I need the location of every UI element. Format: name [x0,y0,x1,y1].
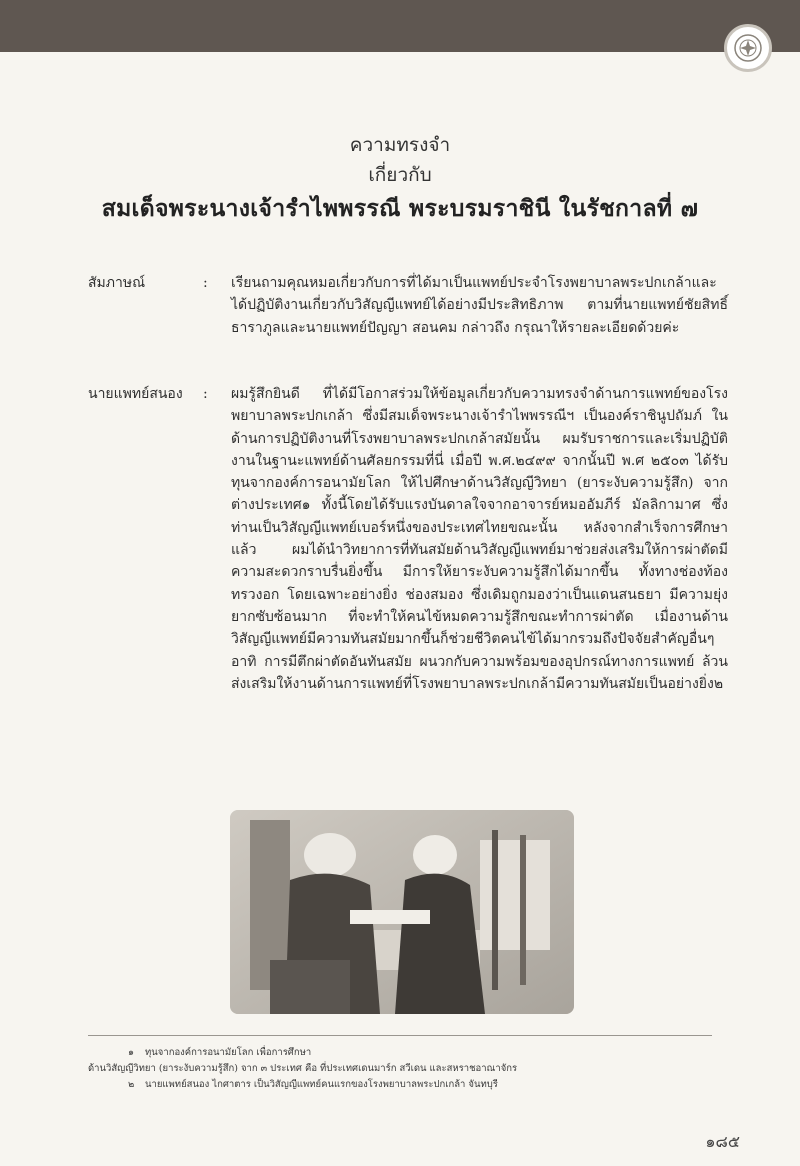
footnote-divider [88,1035,712,1036]
footnotes [88,1045,712,1093]
page-title-block [0,130,800,228]
footnote-2-line-1: นายแพทย์สนอง ไกศาตาร เป็นวิสัญญีแพทย์คนแรกของโรงพยาบาลพระปกเกล้า จันทบุรี [145,1079,498,1090]
emblem-seal-icon [724,24,772,72]
speaker-colon: : [203,275,208,291]
answer-text [231,383,728,695]
footnote-2 [88,1077,712,1093]
footnote-1-mark: ๑ [128,1047,135,1058]
title-line-1: ความทรงจำ [349,134,451,156]
footnote-1-line-2: ด้านวิสัญญีวิทยา (ยาระงับความรู้สึก) จาก ๓ ประเทศ คือ ที่ประเทศเดนมาร์ก สวีเดน และสหราชอาณาจักร [88,1063,518,1074]
interview-question [88,272,728,339]
interview-answer [88,383,728,695]
surgery-photo [230,810,574,1014]
question-text [231,272,728,339]
speaker-label: สัมภาษณ์ [88,275,146,291]
question-paragraph: เรียนถามคุณหมอเกี่ยวกับการที่ได้มาเป็นแพทย์ประจำโรงพยาบาลพระปกเกล้าและได้ปฏิบัติงานเกี่ยวกับวิสัญญีแพทย์ได้อย่างมีประสิทธิภาพ ตามที่นายแพทย์ชัยสิทธิ์ ธาราภูลและนายแพทย์ปัญญา สอนคม กล่าวถึง กรุณาให้รายละเอียดด้วยค่ะ [231,275,728,336]
speaker-colon: : [203,386,208,402]
top-banner [0,0,800,52]
speaker-label: นายแพทย์สนอง [88,386,183,402]
page-number: ๑๘๕ [705,1132,740,1151]
footnote-1-line-1: ทุนจากองค์การอนามัยโลก เพื่อการศึกษา [145,1047,312,1058]
answer-paragraph: ผมรู้สึกยินดี ที่ได้มีโอกาสร่วมให้ข้อมูลเกี่ยวกับความทรงจำด้านการแพทย์ของโรงพยาบาลพระปกเกล้า ซึ่งมีสมเด็จพระนางเจ้ารำไพพรรณีฯ เป็นองค์ราชินูปถัมภ์ ในด้านการปฏิบัติงานที่โรงพยาบาลพระปกเกล้าสมัยนั้น ผมรับราชการและเริ่มปฏิบัติงานในฐานะแพทย์ด้านศัลยกรรมที่นี่ เมื่อปี พ.ศ.๒๔๙๙ จากนั้นปี พ.ศ ๒๕๐๓ ได้รับทุนจากองค์การอนามัยโลก ให้ไปศึกษาด้านวิสัญญีวิทยา (ยาระงับความรู้สึก) จากต่างประเทศ๑ ทั้งนี้โดยได้รับแรงบันดาลใจจากอาจารย์หมออัมภีร์ มัลลิกามาศ ซึ่งท่านเป็นวิสัญญีแพทย์เบอร์หนึ่งของประเทศไทยขณะนั้น หลังจากสำเร็จการศึกษาแล้ว ผมได้นำวิทยาการที่ทันสมัยด้านวิสัญญีแพทย์มาช่วยส่งเสริมให้การผ่าตัดมีความสะดวกราบรื่นยิ่งขึ้น มีการให้ยาระงับความรู้สึกได้มากขึ้น ทั้งทางช่องท้อง ทรวงอก โดยเฉพาะอย่างยิ่ง ช่องสมอง ซึ่งเดิมถูกมองว่าเป็นแดนสนธยา มีความยุ่งยากซับซ้อนมาก ที่จะทำให้คนไข้หมดความรู้สึกขณะทำการผ่าตัด เมื่องานด้านวิสัญญีแพทย์มีความทันสมัยมากขึ้นก็ช่วยชีวิตคนไข้ได้มากรวมถึงปัจจัยสำคัญอื่นๆ อาทิ การมีตึกผ่าตัดอันทันสมัย ผนวกกับความพร้อมของอุปกรณ์ทางการแพทย์ ล้วนส่งเสริมให้งานด้านการแพทย์ที่โรงพยาบาลพระปกเกล้ามีความทันสมัยเป็นอย่างยิ่ง๒ [231,386,728,692]
title-line-2: เกี่ยวกับ [368,164,432,186]
footnote-2-mark: ๒ [128,1079,135,1090]
footnote-1-continuation [88,1061,712,1077]
footnote-1 [88,1045,712,1061]
title-line-3: สมเด็จพระนางเจ้ารำไพพรรณี พระบรมราชินี ในรัชกาลที่ ๗ [101,195,699,222]
surgery-photo-illustration [230,810,574,1014]
